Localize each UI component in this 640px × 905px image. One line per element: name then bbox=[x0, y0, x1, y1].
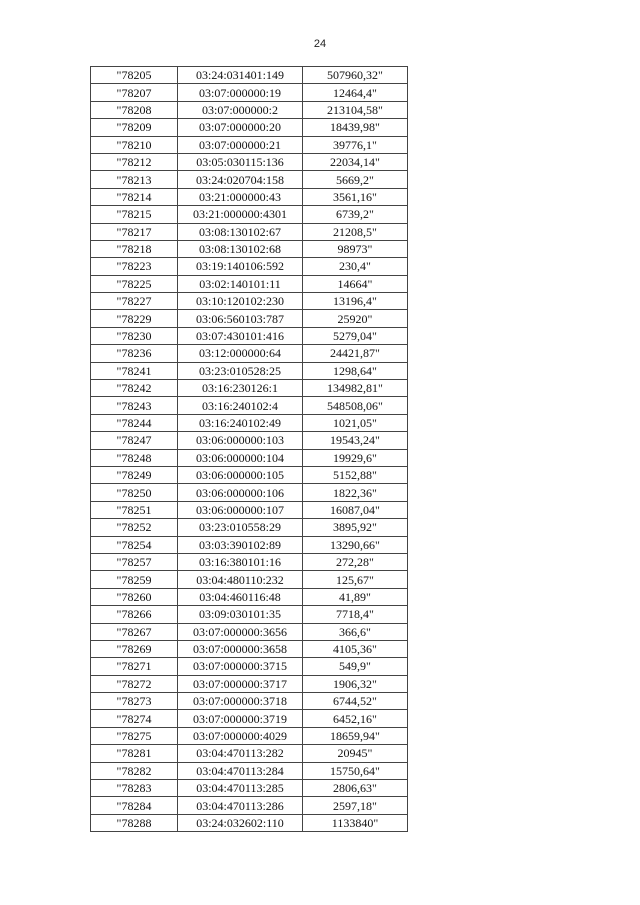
record-id-cell: "78223 bbox=[91, 258, 178, 275]
record-id-cell: "78225 bbox=[91, 275, 178, 292]
cadastral-number-cell: 03:07:000000:2 bbox=[178, 101, 303, 118]
cadastral-number-cell: 03:16:230126:1 bbox=[178, 380, 303, 397]
record-id-cell: "78271 bbox=[91, 658, 178, 675]
table-row bbox=[91, 153, 408, 170]
record-id-cell: "78213 bbox=[91, 171, 178, 188]
cadastral-number-cell: 03:06:560103:787 bbox=[178, 310, 303, 327]
value-cell: 4105,36" bbox=[303, 640, 408, 657]
cadastral-number-cell: 03:06:000000:103 bbox=[178, 432, 303, 449]
table-row bbox=[91, 240, 408, 257]
cadastral-number-cell: 03:07:000000:3658 bbox=[178, 640, 303, 657]
table-row bbox=[91, 710, 408, 727]
record-id-cell: "78275 bbox=[91, 727, 178, 744]
value-cell: 5279,04" bbox=[303, 327, 408, 344]
record-id-cell: "78242 bbox=[91, 380, 178, 397]
value-cell: 15750,64" bbox=[303, 762, 408, 779]
data-table bbox=[90, 66, 408, 832]
cadastral-number-cell: 03:06:000000:104 bbox=[178, 449, 303, 466]
value-cell: 19929,6" bbox=[303, 449, 408, 466]
table-row bbox=[91, 258, 408, 275]
record-id-cell: "78273 bbox=[91, 693, 178, 710]
table-row bbox=[91, 466, 408, 483]
table-row bbox=[91, 762, 408, 779]
record-id-cell: "78269 bbox=[91, 640, 178, 657]
table-row bbox=[91, 745, 408, 762]
record-id-cell: "78288 bbox=[91, 814, 178, 831]
page-number: 24 bbox=[313, 38, 327, 50]
cadastral-number-cell: 03:23:010558:29 bbox=[178, 519, 303, 536]
record-id-cell: "78284 bbox=[91, 797, 178, 814]
cadastral-number-cell: 03:21:000000:4301 bbox=[178, 206, 303, 223]
value-cell: 16087,04" bbox=[303, 501, 408, 518]
table-row bbox=[91, 519, 408, 536]
table-row bbox=[91, 414, 408, 431]
record-id-cell: "78283 bbox=[91, 780, 178, 797]
cadastral-number-cell: 03:24:032602:110 bbox=[178, 814, 303, 831]
table-row bbox=[91, 501, 408, 518]
record-id-cell: "78274 bbox=[91, 710, 178, 727]
record-id-cell: "78236 bbox=[91, 345, 178, 362]
table-row bbox=[91, 293, 408, 310]
record-id-cell: "78272 bbox=[91, 675, 178, 692]
table-row bbox=[91, 327, 408, 344]
value-cell: 5152,88" bbox=[303, 466, 408, 483]
cadastral-number-cell: 03:07:000000:4029 bbox=[178, 727, 303, 744]
cadastral-number-cell: 03:23:010528:25 bbox=[178, 362, 303, 379]
table-row bbox=[91, 101, 408, 118]
record-id-cell: "78244 bbox=[91, 414, 178, 431]
cadastral-number-cell: 03:04:470113:286 bbox=[178, 797, 303, 814]
table-row bbox=[91, 84, 408, 101]
table-row bbox=[91, 188, 408, 205]
table-row bbox=[91, 171, 408, 188]
record-id-cell: "78260 bbox=[91, 588, 178, 605]
cadastral-number-cell: 03:06:000000:107 bbox=[178, 501, 303, 518]
cadastral-number-cell: 03:04:470113:285 bbox=[178, 780, 303, 797]
record-id-cell: "78249 bbox=[91, 466, 178, 483]
cadastral-number-cell: 03:21:000000:43 bbox=[178, 188, 303, 205]
record-id-cell: "78254 bbox=[91, 536, 178, 553]
cadastral-number-cell: 03:06:000000:105 bbox=[178, 466, 303, 483]
value-cell: 213104,58" bbox=[303, 101, 408, 118]
record-id-cell: "78209 bbox=[91, 119, 178, 136]
record-id-cell: "78282 bbox=[91, 762, 178, 779]
record-id-cell: "78229 bbox=[91, 310, 178, 327]
table-row bbox=[91, 658, 408, 675]
record-id-cell: "78218 bbox=[91, 240, 178, 257]
cadastral-number-cell: 03:24:031401:149 bbox=[178, 67, 303, 84]
table-row bbox=[91, 397, 408, 414]
value-cell: 18439,98" bbox=[303, 119, 408, 136]
value-cell: 125,67" bbox=[303, 571, 408, 588]
record-id-cell: "78250 bbox=[91, 484, 178, 501]
table-body bbox=[91, 67, 408, 832]
cadastral-number-cell: 03:07:000000:19 bbox=[178, 84, 303, 101]
value-cell: 1822,36" bbox=[303, 484, 408, 501]
table-row bbox=[91, 780, 408, 797]
table-row bbox=[91, 727, 408, 744]
cadastral-number-cell: 03:07:430101:416 bbox=[178, 327, 303, 344]
value-cell: 5669,2" bbox=[303, 171, 408, 188]
value-cell: 19543,24" bbox=[303, 432, 408, 449]
value-cell: 507960,32" bbox=[303, 67, 408, 84]
table-row bbox=[91, 536, 408, 553]
value-cell: 1298,64" bbox=[303, 362, 408, 379]
table-row bbox=[91, 571, 408, 588]
cadastral-number-cell: 03:05:030115:136 bbox=[178, 153, 303, 170]
table-row bbox=[91, 362, 408, 379]
record-id-cell: "78207 bbox=[91, 84, 178, 101]
value-cell: 549,9" bbox=[303, 658, 408, 675]
cadastral-number-cell: 03:24:020704:158 bbox=[178, 171, 303, 188]
record-id-cell: "78259 bbox=[91, 571, 178, 588]
record-id-cell: "78227 bbox=[91, 293, 178, 310]
value-cell: 3561,16" bbox=[303, 188, 408, 205]
value-cell: 13290,66" bbox=[303, 536, 408, 553]
value-cell: 41,89" bbox=[303, 588, 408, 605]
value-cell: 2806,63" bbox=[303, 780, 408, 797]
record-id-cell: "78243 bbox=[91, 397, 178, 414]
value-cell: 25920" bbox=[303, 310, 408, 327]
table-row bbox=[91, 797, 408, 814]
table-row bbox=[91, 275, 408, 292]
record-id-cell: "78247 bbox=[91, 432, 178, 449]
cadastral-number-cell: 03:08:130102:68 bbox=[178, 240, 303, 257]
cadastral-number-cell: 03:07:000000:20 bbox=[178, 119, 303, 136]
record-id-cell: "78251 bbox=[91, 501, 178, 518]
table-row bbox=[91, 310, 408, 327]
value-cell: 7718,4" bbox=[303, 606, 408, 623]
value-cell: 2597,18" bbox=[303, 797, 408, 814]
value-cell: 12464,4" bbox=[303, 84, 408, 101]
value-cell: 13196,4" bbox=[303, 293, 408, 310]
cadastral-number-cell: 03:07:000000:3719 bbox=[178, 710, 303, 727]
record-id-cell: "78208 bbox=[91, 101, 178, 118]
table-row bbox=[91, 814, 408, 831]
table-row bbox=[91, 223, 408, 240]
table-row bbox=[91, 206, 408, 223]
value-cell: 14664" bbox=[303, 275, 408, 292]
cadastral-number-cell: 03:19:140106:592 bbox=[178, 258, 303, 275]
cadastral-number-cell: 03:07:000000:3715 bbox=[178, 658, 303, 675]
table-row bbox=[91, 484, 408, 501]
cadastral-number-cell: 03:02:140101:11 bbox=[178, 275, 303, 292]
table-row bbox=[91, 136, 408, 153]
record-id-cell: "78252 bbox=[91, 519, 178, 536]
cadastral-number-cell: 03:07:000000:3656 bbox=[178, 623, 303, 640]
value-cell: 134982,81" bbox=[303, 380, 408, 397]
value-cell: 548508,06" bbox=[303, 397, 408, 414]
record-id-cell: "78257 bbox=[91, 553, 178, 570]
table-row bbox=[91, 588, 408, 605]
table-row bbox=[91, 432, 408, 449]
record-id-cell: "78205 bbox=[91, 67, 178, 84]
cadastral-number-cell: 03:03:390102:89 bbox=[178, 536, 303, 553]
record-id-cell: "78267 bbox=[91, 623, 178, 640]
cadastral-number-cell: 03:12:000000:64 bbox=[178, 345, 303, 362]
value-cell: 272,28" bbox=[303, 553, 408, 570]
table-row bbox=[91, 67, 408, 84]
table-row bbox=[91, 119, 408, 136]
cadastral-number-cell: 03:07:000000:3718 bbox=[178, 693, 303, 710]
record-id-cell: "78215 bbox=[91, 206, 178, 223]
value-cell: 1906,32" bbox=[303, 675, 408, 692]
cadastral-number-cell: 03:16:240102:4 bbox=[178, 397, 303, 414]
table-row bbox=[91, 640, 408, 657]
record-id-cell: "78217 bbox=[91, 223, 178, 240]
record-id-cell: "78266 bbox=[91, 606, 178, 623]
value-cell: 1021,05" bbox=[303, 414, 408, 431]
table-row bbox=[91, 345, 408, 362]
cadastral-number-cell: 03:06:000000:106 bbox=[178, 484, 303, 501]
cadastral-number-cell: 03:04:460116:48 bbox=[178, 588, 303, 605]
record-id-cell: "78241 bbox=[91, 362, 178, 379]
value-cell: 230,4" bbox=[303, 258, 408, 275]
value-cell: 24421,87" bbox=[303, 345, 408, 362]
value-cell: 6739,2" bbox=[303, 206, 408, 223]
cadastral-number-cell: 03:07:000000:21 bbox=[178, 136, 303, 153]
value-cell: 20945" bbox=[303, 745, 408, 762]
table-row bbox=[91, 449, 408, 466]
value-cell: 22034,14" bbox=[303, 153, 408, 170]
cadastral-number-cell: 03:16:380101:16 bbox=[178, 553, 303, 570]
record-id-cell: "78212 bbox=[91, 153, 178, 170]
record-id-cell: "78230 bbox=[91, 327, 178, 344]
value-cell: 21208,5" bbox=[303, 223, 408, 240]
cadastral-number-cell: 03:16:240102:49 bbox=[178, 414, 303, 431]
cadastral-number-cell: 03:04:480110:232 bbox=[178, 571, 303, 588]
cadastral-number-cell: 03:08:130102:67 bbox=[178, 223, 303, 240]
value-cell: 18659,94" bbox=[303, 727, 408, 744]
table-row bbox=[91, 380, 408, 397]
cadastral-number-cell: 03:04:470113:282 bbox=[178, 745, 303, 762]
value-cell: 1133840" bbox=[303, 814, 408, 831]
record-id-cell: "78281 bbox=[91, 745, 178, 762]
record-id-cell: "78214 bbox=[91, 188, 178, 205]
value-cell: 39776,1" bbox=[303, 136, 408, 153]
table-row bbox=[91, 606, 408, 623]
value-cell: 6452,16" bbox=[303, 710, 408, 727]
record-id-cell: "78248 bbox=[91, 449, 178, 466]
table-row bbox=[91, 693, 408, 710]
cadastral-number-cell: 03:04:470113:284 bbox=[178, 762, 303, 779]
value-cell: 98973" bbox=[303, 240, 408, 257]
value-cell: 3895,92" bbox=[303, 519, 408, 536]
value-cell: 366,6" bbox=[303, 623, 408, 640]
value-cell: 6744,52" bbox=[303, 693, 408, 710]
table-row bbox=[91, 553, 408, 570]
table-row bbox=[91, 675, 408, 692]
table-row bbox=[91, 623, 408, 640]
cadastral-number-cell: 03:10:120102:230 bbox=[178, 293, 303, 310]
cadastral-number-cell: 03:09:030101:35 bbox=[178, 606, 303, 623]
record-id-cell: "78210 bbox=[91, 136, 178, 153]
cadastral-number-cell: 03:07:000000:3717 bbox=[178, 675, 303, 692]
